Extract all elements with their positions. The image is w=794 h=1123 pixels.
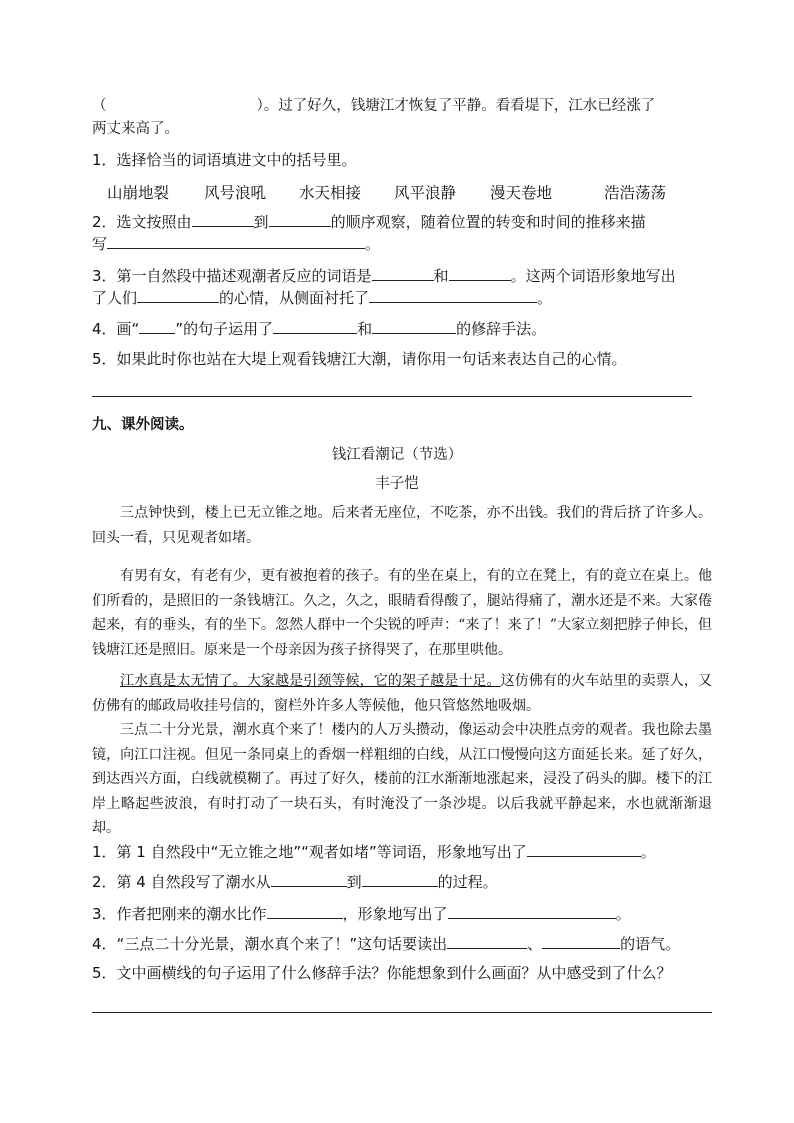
answer-blank[interactable] <box>267 904 343 919</box>
q8-2-cont <box>92 234 380 253</box>
q8-1: 1．选择恰当的词语填进文中的括号里。 <box>92 151 357 169</box>
q8-4 <box>92 319 546 338</box>
choice-word: 水天相接 <box>299 184 362 202</box>
q8-4-text: 和 <box>357 320 373 338</box>
answer-blank[interactable] <box>372 266 434 281</box>
q9-2-text: 到 <box>346 873 362 891</box>
q9-1-text: 。 <box>640 843 656 861</box>
answer-blank[interactable] <box>137 288 219 303</box>
answer-blank[interactable] <box>542 934 620 949</box>
choice-word: 山崩地裂 <box>107 184 170 202</box>
q9-2-text: 2．第 4 自然段写了潮水从 <box>92 873 271 891</box>
q8-2 <box>92 212 646 231</box>
answer-blank[interactable] <box>269 212 331 227</box>
paragraph-3-rest: 这仿佛有的火车站里的卖票人，又仿佛有的邮政局收挂号信的，窗栏外许多人等候他，他只管悠然地吸烟。 <box>92 673 713 714</box>
q8-2-text: 的顺序观察，随着位置的转变和时间的推移来描 <box>330 213 646 231</box>
q9-2 <box>92 872 498 891</box>
q9-4 <box>92 934 680 953</box>
q8-2-text: 2．选文按照由 <box>92 213 192 231</box>
paragraph-3 <box>92 669 712 718</box>
q8-3-text: 。 <box>537 289 553 307</box>
q8-3-text: 和 <box>433 267 449 285</box>
choice-word: 漫天卷地 <box>490 184 553 202</box>
section-heading: 九、课外阅读。 <box>92 417 194 433</box>
q9-3-text: 3．作者把刚来的潮水比作 <box>92 905 267 923</box>
intro-line-2: 两丈来高了。 <box>92 121 179 137</box>
word-choices <box>0 181 794 201</box>
choice-word: 浩浩荡荡 <box>604 184 667 202</box>
q8-2-text: 。 <box>365 235 381 253</box>
choice-word: 风号浪吼 <box>204 184 267 202</box>
answer-blank[interactable] <box>192 212 254 227</box>
article-title: 钱江看潮记（节选） <box>331 447 463 463</box>
intro-line-1 <box>92 97 655 115</box>
q8-5: 5．如果此时你也站在大堤上观看钱塘江大潮，请你用一句话来表达自己的心情。 <box>92 350 627 368</box>
q8-2-text: 到 <box>253 213 269 231</box>
q9-2-text: 的过程。 <box>437 873 498 891</box>
q8-2-text: 写 <box>92 235 108 253</box>
q8-3-text: 了人们 <box>92 289 138 307</box>
q9-5: 5．文中画横线的句子运用了什么修辞手法？你能想象到什么画面？从中感受到了什么？ <box>92 964 672 982</box>
article-author: 丰子恺 <box>375 476 419 492</box>
q9-4-text: 、 <box>527 935 543 953</box>
open-bracket: （ <box>92 98 107 114</box>
q9-4-text: 的语气。 <box>620 935 681 953</box>
paragraph-2: 有男有女，有老有少，更有被抱着的孩子。有的坐在桌上，有的立在凳上，有的竟立在桌上。他们所看的，是照旧的一条钱塘江。久之，久之，眼睛看得酸了，腿站得痛了，潮水还是不来。大家倦起来，有的垂头，有的坐下。忽然人群中一个尖锐的呼声：“来了！来了！”大家立刻把脖子伸长，但钱塘江还是照旧。原来是一个母亲因为孩子挤得哭了，在那里哄他。 <box>92 568 712 658</box>
intro-text-1: ）。过了好久，钱塘江才恢复了平静。看看堤下，江水已经涨了 <box>256 98 656 114</box>
answer-blank[interactable] <box>449 266 511 281</box>
q9-3-text: 。 <box>615 905 631 923</box>
q8-3-text: 的心情，从侧面衬托了 <box>219 289 370 307</box>
q8-4-text: 的修辞手法。 <box>456 320 547 338</box>
answer-blank[interactable] <box>273 319 357 334</box>
q9-4-text: 4．“三点二十分光景，潮水真个来了！”这句话要读出 <box>92 935 448 953</box>
q9-3 <box>92 904 631 923</box>
q8-4-text: ”的句子运用了 <box>175 320 274 338</box>
answer-line[interactable] <box>92 1012 712 1013</box>
q8-3-text: 3．第一自然段中描述观潮者反应的词语是 <box>92 267 372 285</box>
answer-blank[interactable] <box>448 904 616 919</box>
answer-blank[interactable] <box>271 872 347 887</box>
answer-line[interactable] <box>92 396 692 397</box>
q9-1-text: 1．第 1 自然段中“无立锥之地”“观者如堵”等词语，形象地写出了 <box>92 843 527 861</box>
q9-1 <box>92 842 656 861</box>
q8-3 <box>92 266 676 285</box>
q8-4-text: 4．画“ <box>92 320 140 338</box>
answer-blank[interactable] <box>447 934 527 949</box>
choice-word: 风平浪静 <box>394 184 457 202</box>
paragraph-1: 三点钟快到，楼上已无立锥之地。后来者无座位，不吃茶，亦不出钱。我们的背后挤了许多人。回头一看，只见观者如堵。 <box>92 505 712 546</box>
paragraph-4: 三点二十分光景，潮水真个来了！楼内的人万头攒动，像运动会中决胜点旁的观者。我也除去墨镜，向江口注视。但见一条同桌上的香烟一样粗细的白线，从江口慢慢向这方面延长来。延了好久，到达西兴方面，白线就模糊了。再过了好久，楼前的江水渐渐地涨起来，浸没了码头的脚。楼下的江岸上略起些波浪，有时打动了一块石头，有时淹没了一条沙堤。以后我就平静起来，水也就渐渐退却。 <box>92 722 712 836</box>
answer-blank[interactable] <box>139 319 175 334</box>
answer-blank[interactable] <box>527 842 641 857</box>
answer-blank[interactable] <box>369 288 537 303</box>
q9-3-text: ，形象地写出了 <box>342 905 448 923</box>
answer-blank[interactable] <box>107 234 365 249</box>
underlined-sentence: 江水真是太无情了。大家越是引颈等候，它的架子越是十足。 <box>120 673 501 689</box>
q8-3-text: 。这两个词语形象地写出 <box>510 267 676 285</box>
answer-blank[interactable] <box>372 319 456 334</box>
q8-3-cont <box>92 288 552 307</box>
answer-blank[interactable] <box>362 872 438 887</box>
